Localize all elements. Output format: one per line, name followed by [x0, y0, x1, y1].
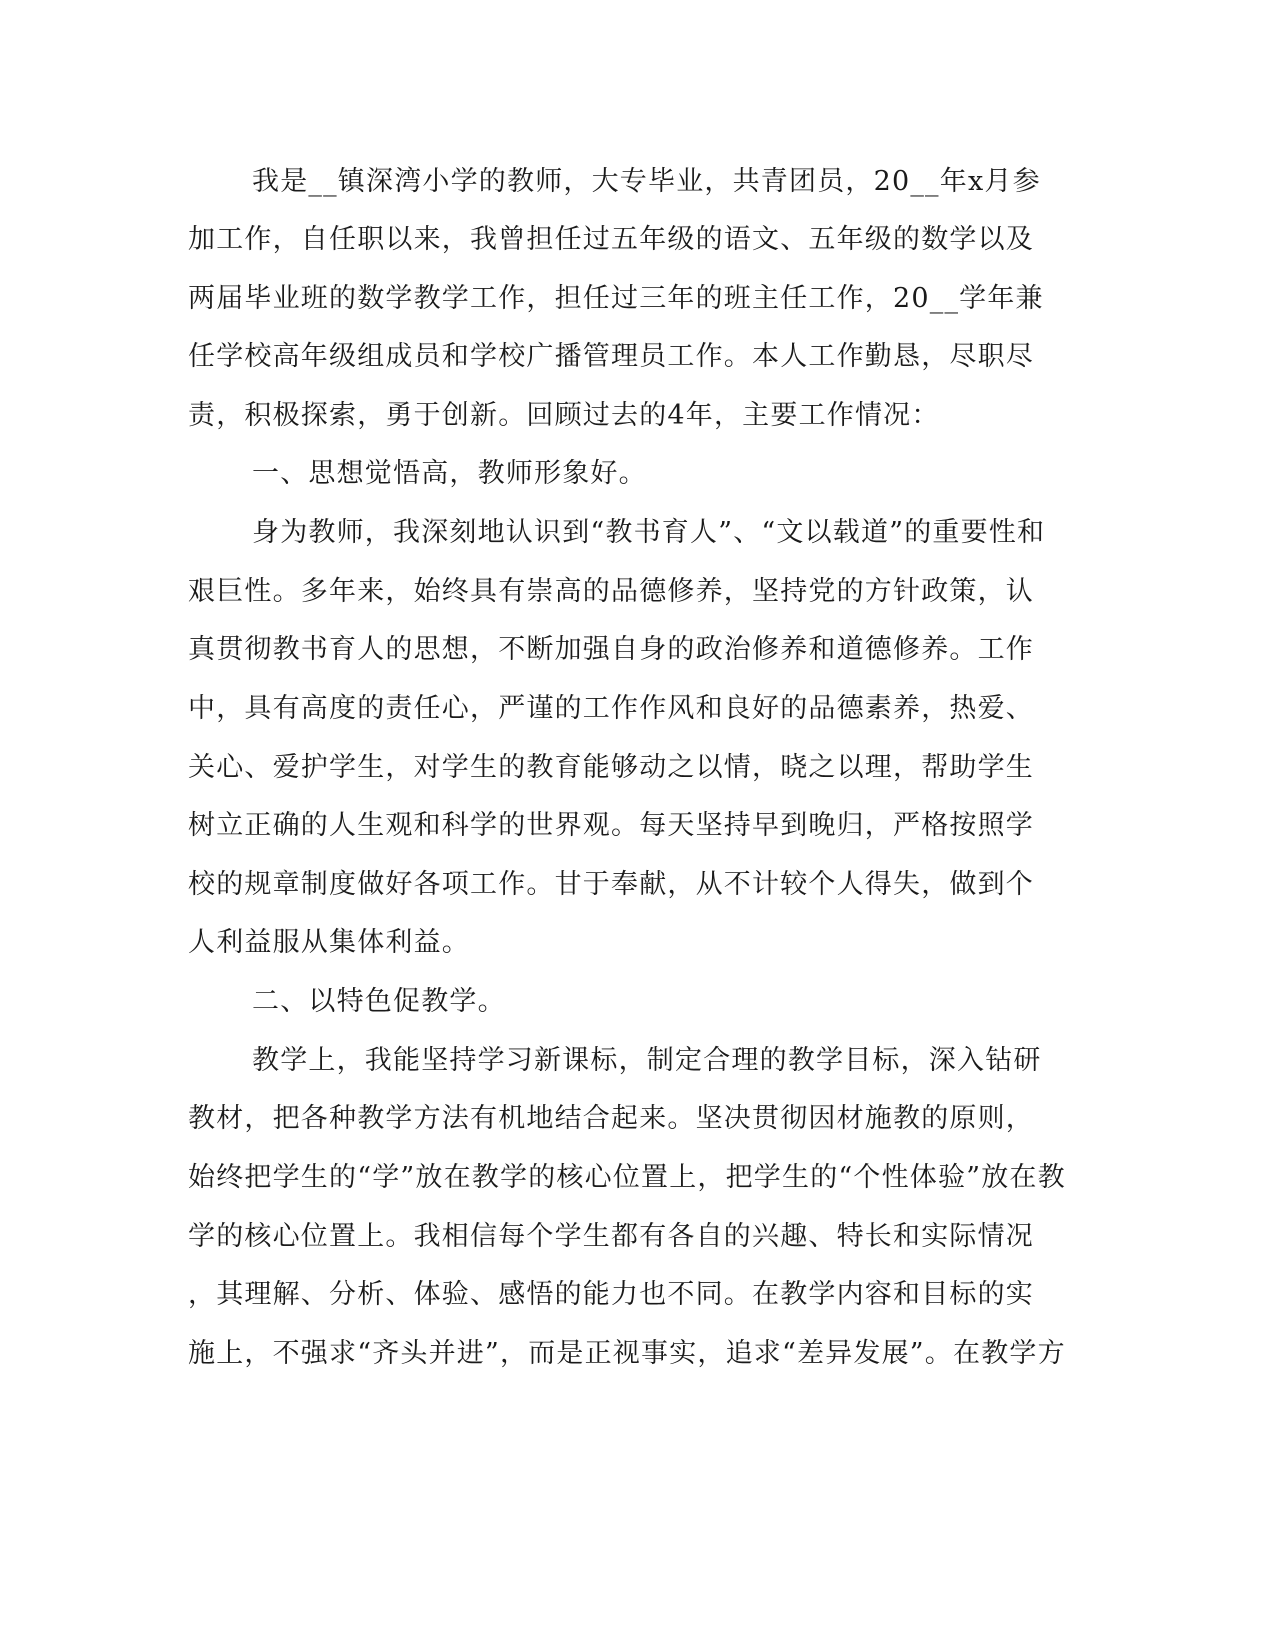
text-line: 树立正确的人生观和科学的世界观。每天坚持早到晚归，严格按照学 — [188, 810, 1034, 841]
text-line: ，其理解、分析、体验、感悟的能力也不同。在教学内容和目标的实 — [188, 1279, 1034, 1310]
text-line: 艰巨性。多年来，始终具有崇高的品德修养，坚持党的方针政策，认 — [188, 576, 1034, 607]
text-line: 我是__镇深湾小学的教师，大专毕业，共青团员，20__年x月参 — [252, 166, 1041, 197]
text-line: 中，具有高度的责任心，严谨的工作作风和良好的品德素养，热爱、 — [188, 693, 1034, 724]
text-line: 教学上，我能坚持学习新课标，制定合理的教学目标，深入钻研 — [252, 1045, 1042, 1076]
text-line: 学的核心位置上。我相信每个学生都有各自的兴趣、特长和实际情况 — [188, 1221, 1034, 1252]
text-line: 施上，不强求“齐头并进”，而是正视事实，追求“差异发展”。在教学方 — [188, 1338, 1066, 1369]
text-line: 身为教师，我深刻地认识到“教书育人”、“文以载道”的重要性和 — [252, 517, 1046, 548]
text-line: 关心、爱护学生，对学生的教育能够动之以情，晓之以理，帮助学生 — [188, 752, 1034, 783]
section-heading: 二、以特色促教学。 — [252, 986, 506, 1017]
text-line: 真贯彻教书育人的思想，不断加强自身的政治修养和道德修养。工作 — [188, 634, 1034, 665]
text-line: 始终把学生的“学”放在教学的核心位置上，把学生的“个性体验”放在教 — [188, 1162, 1066, 1193]
text-line: 校的规章制度做好各项工作。甘于奉献，从不计较个人得失，做到个 — [188, 869, 1034, 900]
text-line: 人利益服从集体利益。 — [188, 927, 470, 958]
section-heading: 一、思想觉悟高，教师形象好。 — [252, 458, 647, 489]
text-line: 两届毕业班的数学教学工作，担任过三年的班主任工作，20__学年兼 — [188, 283, 1044, 314]
text-line: 教材，把各种教学方法有机地结合起来。坚决贯彻因材施教的原则， — [188, 1103, 1034, 1134]
text-line: 任学校高年级组成员和学校广播管理员工作。本人工作勤恳，尽职尽 — [188, 341, 1034, 372]
text-line: 加工作，自任职以来，我曾担任过五年级的语文、五年级的数学以及 — [188, 224, 1034, 255]
text-line: 责，积极探索，勇于创新。回顾过去的4年，主要工作情况： — [188, 400, 940, 431]
